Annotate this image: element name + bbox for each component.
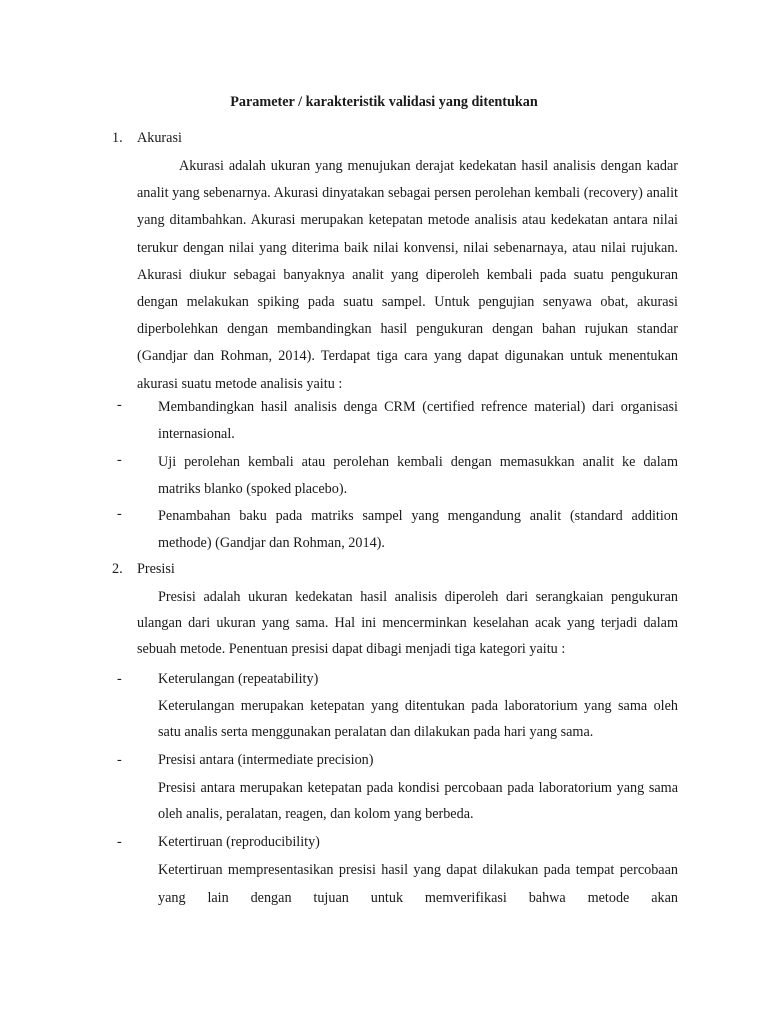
item-dash: -	[117, 752, 122, 768]
item-dash: -	[117, 834, 122, 850]
bullet-dash: -	[117, 452, 122, 468]
section-2-item-1-text: Keterulangan merupakan ketepatan yang ditentukan pada laboratorium yang sama oleh satu analis serta menggunakan peralatan dan dilakukan pada hari yang sama.	[158, 698, 678, 740]
section-2-item-3-label: Ketertiruan (reproducibility)	[158, 834, 320, 850]
bullet-dash: -	[117, 397, 122, 413]
section-2-item-1-label: Keterulangan (repeatability)	[158, 671, 319, 687]
section-2-item-3-text: Ketertiruan mempresentasikan presisi hasil yang dapat dilakukan pada tempat percobaan yang lain dengan tujuan untuk memverifikasi bahwa metode akan	[158, 862, 678, 906]
section-1-paragraph	[137, 153, 678, 398]
section-2-heading: Presisi	[137, 561, 175, 577]
section-1-number: 1.	[112, 130, 123, 146]
section-1-bullet-1: Membandingkan hasil analisis denga CRM (certified refrence material) dari organisasi internasional.	[158, 399, 678, 443]
item-dash: -	[117, 671, 122, 687]
section-1-paragraph-text: Akurasi adalah ukuran yang menujukan derajat kedekatan hasil analisis dengan kadar analit yang sebenarnya. Akurasi dinyatakan sebagai persen perolehan kembali (recovery) analit yang ditambahkan. Akurasi merupakan ketepatan metode analisis atau kedekatan antara nilai terukur dengan nilai yang diterima baik nilai konvensi, nilai sebenarnaya, atau nilai rujukan. Akurasi diukur sebagai banyaknya analit yang diperoleh kembali pada suatu pengukuran dengan melakukan spiking pada suatu sampel. Untuk pengujian senyawa obat, akurasi diperbolehkan dengan membandingkan hasil pengukuran dengan bahan rujukan standar (Gandjar dan Rohman, 2014). Terdapat tiga cara yang dapat digunakan untuk menentukan akurasi suatu metode analisis yaitu :	[137, 158, 678, 392]
section-2-paragraph	[137, 584, 678, 662]
section-2-number: 2.	[112, 561, 123, 577]
section-1-bullet-2: Uji perolehan kembali atau perolehan kembali dengan memasukkan analit ke dalam matriks blanko (spoked placebo).	[158, 454, 678, 498]
section-2-paragraph-text: Presisi adalah ukuran kedekatan hasil analisis diperoleh dari serangkaian pengukuran ulangan dari ukuran yang sama. Hal ini mencerminkan keselahan acak yang terjadi dalam sebuah metode. Penentuan presisi dapat dibagi menjadi tiga kategori yaitu :	[137, 589, 678, 657]
section-1-bullet-3: Penambahan baku pada matriks sampel yang mengandung analit (standard addition methode) (Gandjar dan Rohman, 2014).	[158, 508, 678, 552]
page-title: Parameter / karakteristik validasi yang ditentukan	[230, 94, 538, 110]
section-2-item-2-text: Presisi antara merupakan ketepatan pada kondisi percobaan pada laboratorium yang sama oleh analis, peralatan, reagen, dan kolom yang berbeda.	[158, 780, 678, 822]
bullet-dash: -	[117, 506, 122, 522]
section-2-item-2-label: Presisi antara (intermediate precision)	[158, 752, 374, 768]
section-1-heading: Akurasi	[137, 130, 182, 146]
